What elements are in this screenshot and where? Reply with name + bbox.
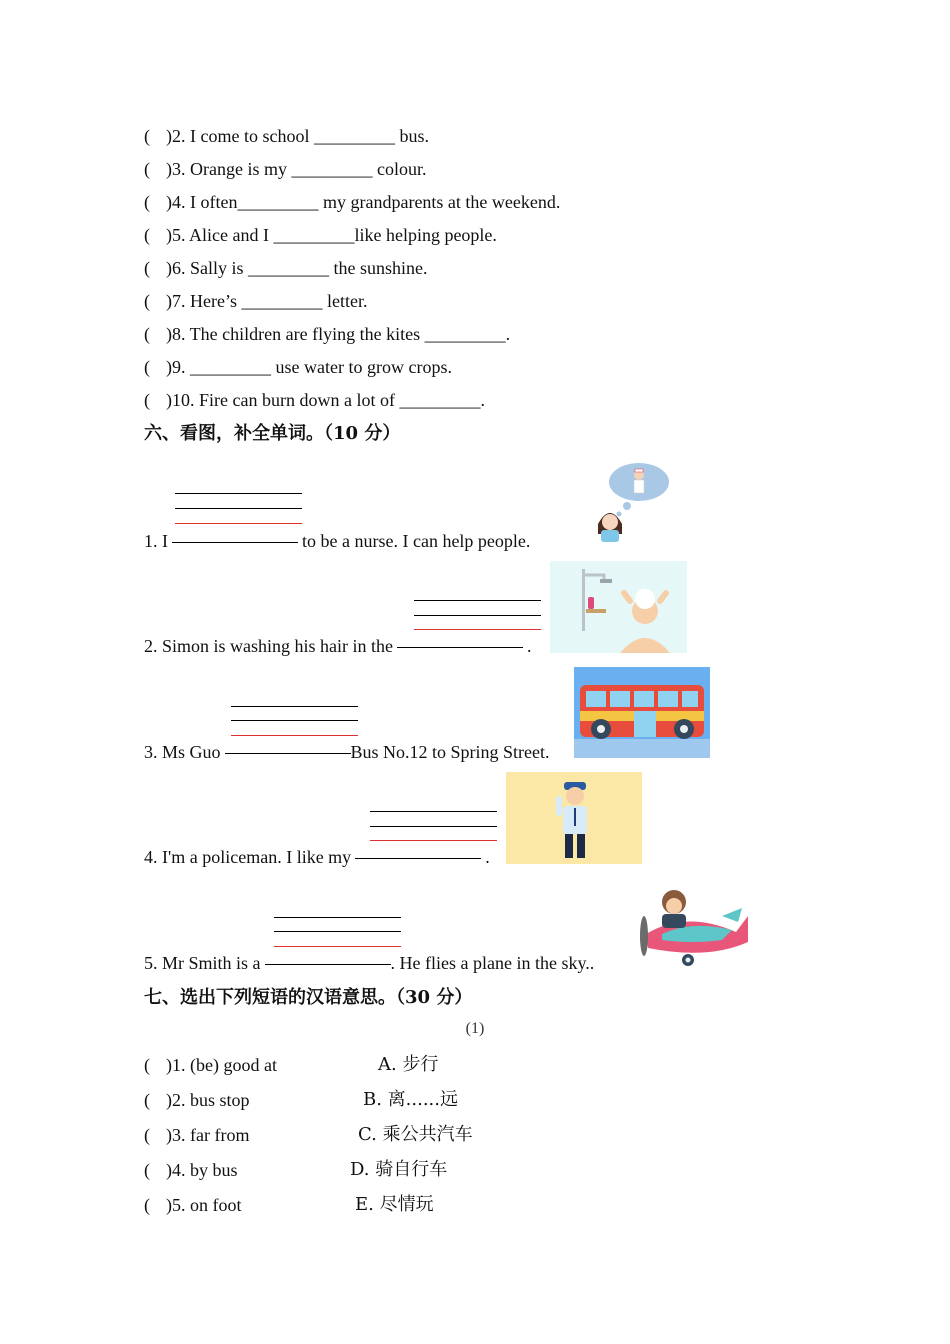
match-option: A. 步行 [378, 1054, 439, 1075]
match-item: ( )4. by bus [144, 1160, 238, 1180]
policeman-icon [506, 772, 642, 864]
writing-guide-line [414, 615, 541, 616]
answer-blank[interactable] [265, 963, 391, 965]
writing-guide-line [231, 720, 358, 721]
answer-blank[interactable] [397, 646, 523, 648]
answer-blank[interactable] [355, 857, 481, 859]
writing-guide-line [274, 917, 401, 918]
question-item: ( )6. Sally is _________ the sunshine. [144, 258, 428, 278]
writing-guide-line [274, 931, 401, 932]
writing-guide-line [231, 735, 358, 736]
match-option: D. 骑自行车 [350, 1159, 448, 1180]
boy-in-shower-icon [550, 561, 687, 653]
match-item: ( )2. bus stop [144, 1090, 250, 1110]
writing-guide-line [175, 508, 302, 509]
writing-guide-line [175, 523, 302, 524]
picture-question: 4. I'm a policeman. I like my . [144, 847, 490, 867]
writing-guide-line [231, 706, 358, 707]
writing-guide-line [414, 629, 541, 630]
picture-question: 2. Simon is washing his hair in the . [144, 636, 532, 656]
writing-guide-line [414, 600, 541, 601]
match-item: ( )5. on foot [144, 1195, 242, 1215]
red-bus-icon [574, 667, 710, 758]
match-item: ( )3. far from [144, 1125, 250, 1145]
picture-question: 1. I to be a nurse. I can help people. [144, 531, 531, 551]
question-item: ( )9. _________ use water to grow crops. [144, 357, 452, 377]
writing-guide-line [370, 826, 497, 827]
match-item: ( )1. (be) good at [144, 1055, 277, 1075]
writing-guide-line [274, 946, 401, 947]
question-item: ( )7. Here’s _________ letter. [144, 291, 368, 311]
picture-question: 5. Mr Smith is a . He flies a plane in the sky.. [144, 953, 595, 973]
question-item: ( )2. I come to school _________ bus. [144, 126, 429, 146]
writing-guide-line [370, 811, 497, 812]
writing-guide-line [175, 493, 302, 494]
pilot-plane-icon [632, 876, 752, 970]
question-item: ( )10. Fire can burn down a lot of _________. [144, 390, 485, 410]
sub-heading: (1) [465, 1020, 485, 1037]
answer-blank[interactable] [225, 752, 351, 754]
section-heading: 七、选出下列短语的汉语意思。（30 分） [144, 987, 473, 1008]
writing-guide-line [370, 840, 497, 841]
section-heading: 六、看图，补全单词。（10 分） [144, 423, 401, 444]
girl-thinking-of-nurse-icon [586, 460, 672, 542]
picture-question: 3. Ms Guo Bus No.12 to Spring Street. [144, 742, 550, 762]
match-option: E. 尽情玩 [355, 1194, 434, 1215]
question-item: ( )4. I often_________ my grandparents at the weekend. [144, 192, 561, 212]
question-item: ( )8. The children are flying the kites _________. [144, 324, 511, 344]
question-item: ( )5. Alice and I _________like helping people. [144, 225, 497, 245]
match-option: C. 乘公共汽车 [358, 1124, 473, 1145]
answer-blank[interactable] [172, 541, 298, 543]
question-item: ( )3. Orange is my _________ colour. [144, 159, 427, 179]
match-option: B. 离......远 [363, 1089, 459, 1110]
